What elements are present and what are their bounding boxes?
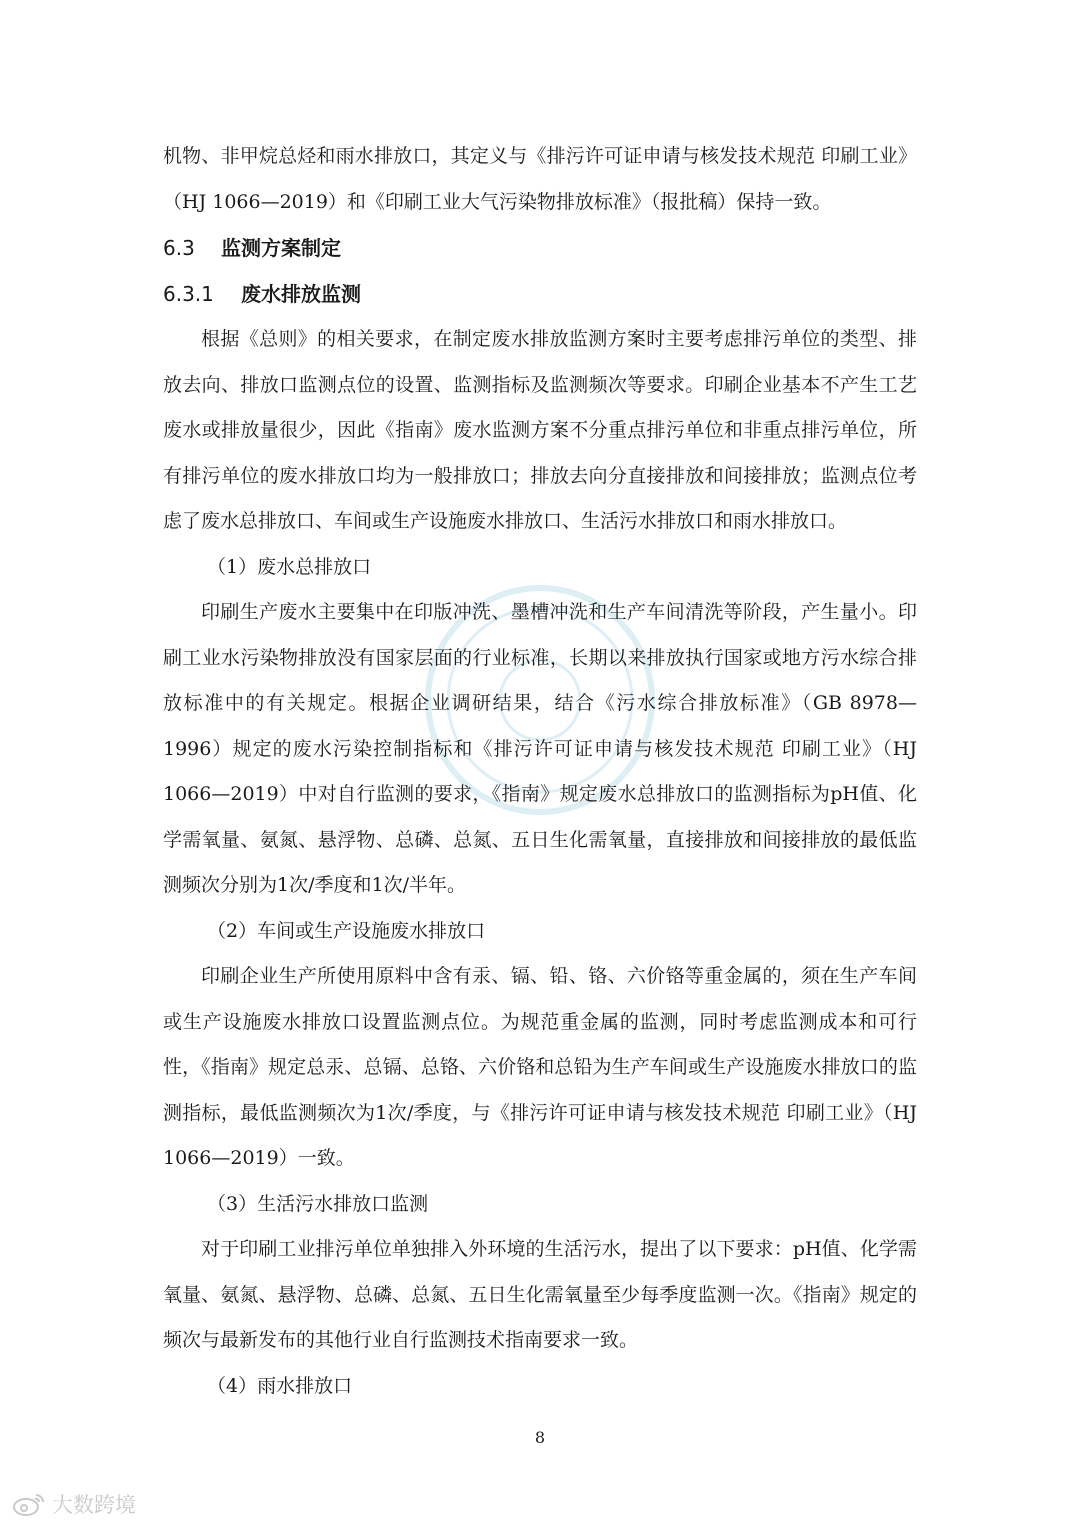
paragraph-workshop-outlet: 印刷企业生产所使用原料中含有汞、镉、铅、铬、六价铬等重金属的，须在生产车间或生产设施废水排放口设置监测点位。为规范重金属的监测，同时考虑监测成本和可行性，《指南》规定总汞、总镉、总铬、六价铬和总铅为生产车间或生产设施废水排放口的监测指标，最低监测频次为1次/季度，与《排污许可证申请与核发技术规范 印刷工业》（HJ 1066—2019）一致。 <box>163 965 917 1169</box>
paragraph-domestic-sewage: 对于印刷工业排污单位单独排入外环境的生活污水，提出了以下要求：pH值、化学需氧量、氨氮、悬浮物、总磷、总氮、五日生化需氧量至少每季度监测一次。《指南》规定的频次与最新发布的其他行业自行监测技术指南要求一致。 <box>163 1238 917 1351</box>
subheading-domestic-sewage: （3）生活污水排放口监测 <box>207 1192 429 1215</box>
weibo-logo-icon <box>12 1491 46 1517</box>
paragraph-total-outlet: 印刷生产废水主要集中在印版冲洗、墨槽冲洗和生产车间清洗等阶段，产生量小。印刷工业水污染物排放没有国家层面的行业标准，长期以来排放执行国家或地方污水综合排放标准中的有关规定。根据企业调研结果，结合《污水综合排放标准》（GB 8978—1996）规定的废水污染控制指标和《排污许可证申请与核发技术规范 印刷工业》（HJ 1066—2019）中对自行监测的要求，《指南》规定废水总排放口的监测指标为pH值、化学需氧量、氨氮、悬浮物、总磷、总氮、五日生化需氧量，直接排放和间接排放的最低监测频次分别为1次/季度和1次/半年。 <box>163 601 917 896</box>
subheading-workshop-outlet: （2）车间或生产设施废水排放口 <box>207 919 486 942</box>
subheading-rainwater-outlet: （4）雨水排放口 <box>207 1374 353 1397</box>
brand-text: 大数跨境 <box>52 1493 136 1517</box>
paragraph-continuation: 机物、非甲烷总烃和雨水排放口，其定义与《排污许可证申请与核发技术规范 印刷工业》（HJ 1066—2019）和《印刷工业大气污染物排放标准》（报批稿）保持一致。 <box>163 145 917 213</box>
paragraph-wastewater-overview: 根据《总则》的相关要求，在制定废水排放监测方案时主要考虑排污单位的类型、排放去向、排放口监测点位的设置、监测指标及监测频次等要求。印刷企业基本不产生工艺废水或排放量很少，因此《指南》废水监测方案不分重点排污单位和非重点排污单位，所有排污单位的废水排放口均为一般排放口；排放去向分直接排放和间接排放；监测点位考虑了废水总排放口、车间或生产设施废水排放口、生活污水排放口和雨水排放口。 <box>163 328 917 532</box>
section-heading-6-3 <box>163 225 917 271</box>
section-title: 监测方案制定 <box>221 236 341 260</box>
subheading-total-outlet: （1）废水总排放口 <box>207 555 372 578</box>
section-number: 6.3 <box>163 236 195 260</box>
brand-watermark <box>12 1490 136 1518</box>
section-title: 废水排放监测 <box>241 282 361 306</box>
section-heading-6-3-1 <box>163 271 917 317</box>
page-number: 8 <box>534 1428 546 1447</box>
document-body <box>163 134 917 1409</box>
section-number: 6.3.1 <box>163 282 214 306</box>
